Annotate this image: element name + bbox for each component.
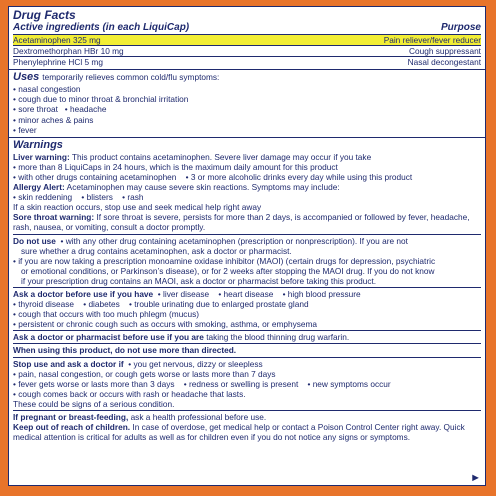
ask-pharmacist-block xyxy=(13,330,481,342)
ask-doctor-block xyxy=(13,287,481,329)
askdoc-line: • thyroid disease • diabetes • trouble urinating due to enlarged prostate gland xyxy=(13,299,309,310)
active-ingredients-section xyxy=(9,7,485,70)
purpose-header: Purpose xyxy=(440,22,481,33)
donot-line: if your prescription drug contains an MAOI, ask a doctor or pharmacist before taking this product. xyxy=(21,275,377,286)
askpharm-label: Ask a doctor or pharmacist before use if you are xyxy=(13,332,204,343)
list-item: • more than 8 LiquiCaps in 24 hours, which is the maximum daily amount for this product xyxy=(13,161,338,172)
warnings-label: Warnings xyxy=(13,138,63,151)
ingredient-name: Dextromethorphan HBr 10 mg xyxy=(13,46,124,57)
preg-label: If pregnant or breast-feeding, xyxy=(13,412,129,422)
askdoc-label: Ask a doctor before use if you have xyxy=(13,288,154,299)
list-item: • fever xyxy=(13,124,37,135)
drug-facts-panel xyxy=(8,6,486,486)
donot-line: • with any other drug containing acetaminophen (prescription or nonprescription). If you are not xyxy=(60,235,408,246)
stop-line: • you get nervous, dizzy or sleepless xyxy=(128,358,263,369)
list-item: • sore throat • headache xyxy=(13,104,107,115)
donot-line: • if you are now taking a prescription monoamine oxidase inhibitor (MAOI) (certain drugs for depression, psychiatric xyxy=(13,255,436,266)
ingredient-name: Phenylephrine HCl 5 mg xyxy=(13,57,103,68)
list-item: • nasal congestion xyxy=(13,84,81,95)
do-not-use-block xyxy=(13,234,481,286)
donot-line: sure whether a drug contains acetaminophen, ask a doctor or pharmacist. xyxy=(21,245,292,256)
ingredient-row xyxy=(13,46,481,57)
askdoc-line: • persistent or chronic cough such as occurs with smoking, asthma, or emphysema xyxy=(13,319,318,330)
donot-line: or emotional conditions, or Parkinson’s disease), or for 2 weeks after stopping the MAOI drug. If you do not know xyxy=(21,265,435,276)
warnings-section xyxy=(9,138,485,445)
keep-text: In case of overdose, get medical help or contact a Poison Control Center right away. Quick medical attention is critical for adults as well as for children even if you do not notice any signs or symptoms. xyxy=(13,422,465,443)
active-ingredients-header xyxy=(13,22,481,35)
when-using-text: When using this product, do not use more than directed. xyxy=(13,345,237,356)
stop-line: • pain, nasal congestion, or cough gets worse or lasts more than 7 days xyxy=(13,368,276,379)
allergy-text: Acetaminophen may cause severe skin reactions. Symptoms may include: xyxy=(66,182,340,193)
ingredient-row xyxy=(13,57,481,67)
continue-arrow-icon: ► xyxy=(470,471,481,484)
uses-intro: temporarily relieves common cold/flu symptoms: xyxy=(42,72,220,83)
liver-label: Liver warning: xyxy=(13,151,70,162)
preg-text: ask a health professional before use. xyxy=(130,412,267,422)
list-item: • cough due to minor throat & bronchial irritation xyxy=(13,94,189,105)
allergy-label: Allergy Alert: xyxy=(13,182,65,193)
stop-label: Stop use and ask a doctor if xyxy=(13,358,124,369)
stop-line: • cough comes back or occurs with rash or headache that lasts. xyxy=(13,388,246,399)
uses-section xyxy=(9,70,485,137)
ingredient-row xyxy=(13,35,481,46)
keep-label: Keep out of reach of children. xyxy=(13,422,131,433)
pregnancy-block xyxy=(13,410,481,442)
ingredient-purpose: Pain reliever/fever reducer xyxy=(383,35,481,45)
active-header: Active ingredients (in each LiquiCap) xyxy=(13,22,190,33)
liver-text: This product contains acetaminophen. Severe liver damage may occur if you take xyxy=(71,151,372,162)
list-item: • with other drugs containing acetaminophen • 3 or more alcoholic drinks every day while using this product xyxy=(13,171,413,182)
ingredient-name: Acetaminophen 325 mg xyxy=(13,35,101,45)
askdoc-line: • cough that occurs with too much phlegm (mucus) xyxy=(13,309,199,320)
allergy-after: If a skin reaction occurs, stop use and seek medical help right away xyxy=(13,202,262,213)
sore-text: If sore throat is severe, persists for more than 2 days, is accompanied or followed by fever, headache, rash, nausea, or vomiting, consult a doctor promptly. xyxy=(13,212,470,233)
drug-facts-title: Drug Facts xyxy=(13,8,76,22)
stop-use-block xyxy=(13,357,481,409)
stop-line: These could be signs of a serious condition. xyxy=(13,398,175,409)
sore-label: Sore throat warning: xyxy=(13,212,95,223)
allergy-items: • skin reddening • blisters • rash xyxy=(13,192,144,203)
uses-label: Uses xyxy=(13,71,40,84)
askdoc-line: • liver disease • heart disease • high blood pressure xyxy=(157,288,361,299)
ingredient-purpose: Cough suppressant xyxy=(409,46,481,57)
list-item: • minor aches & pains xyxy=(13,114,94,125)
stop-line: • fever gets worse or lasts more than 3 days • redness or swelling is present • new symptoms occur xyxy=(13,378,391,389)
ingredient-purpose: Nasal decongestant xyxy=(407,57,481,68)
when-using-block xyxy=(13,343,481,355)
askpharm-text: taking the blood thinning drug warfarin. xyxy=(206,332,350,343)
donot-label: Do not use xyxy=(13,235,56,246)
